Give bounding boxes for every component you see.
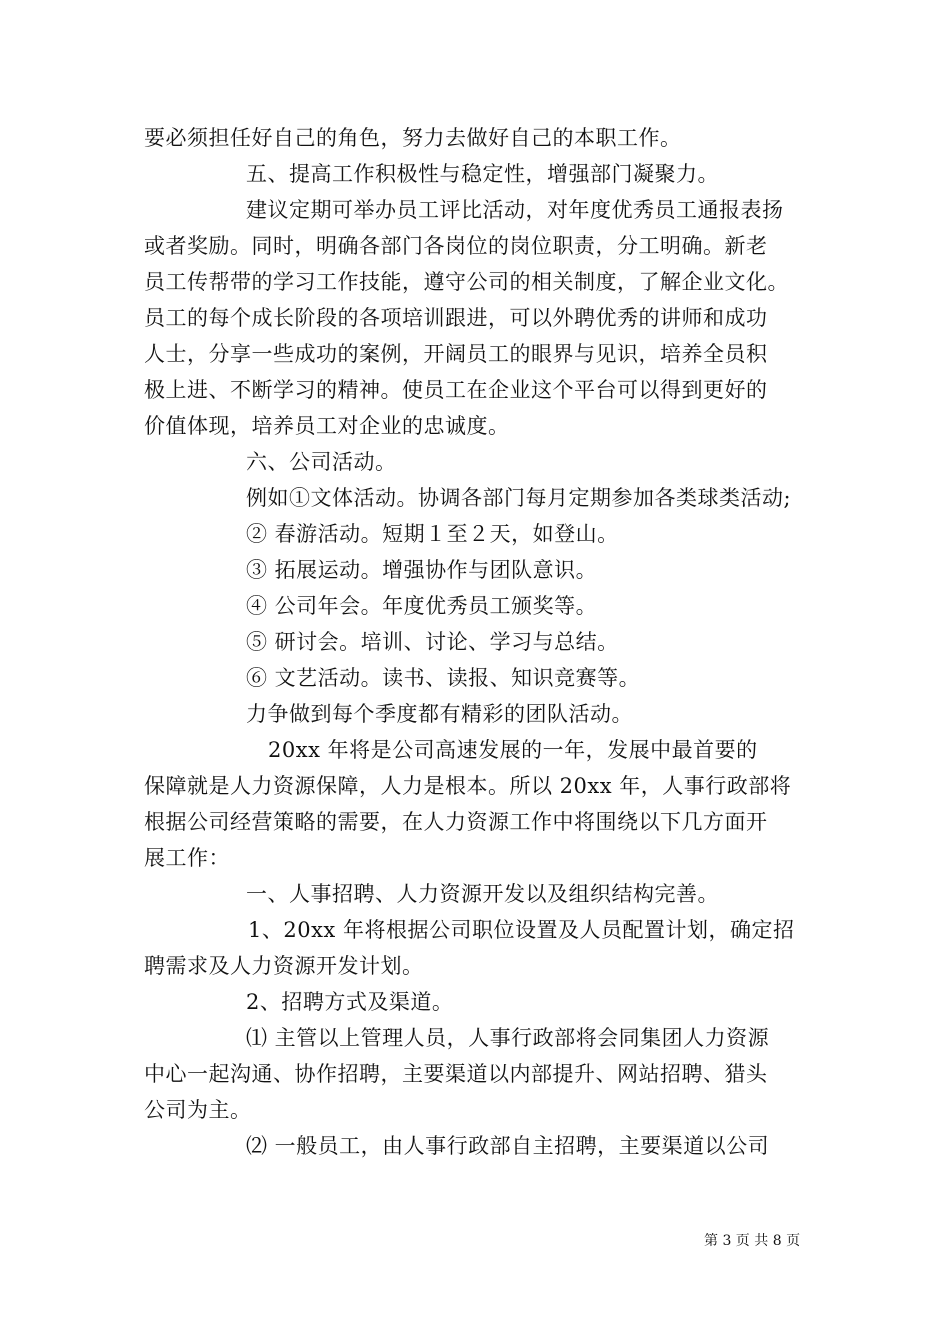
- text-line: 2、招聘方式及渠道。: [246, 990, 454, 1014]
- section-heading: 五、提高工作积极性与稳定性，增强部门凝聚力。: [246, 162, 719, 186]
- text-line: 20xx 年将是公司高速发展的一年，发展中最首要的: [268, 738, 758, 762]
- text-line: 保障就是人力资源保障，人力是根本。所以 20xx 年，人事行政部将: [144, 774, 792, 798]
- text-line: 员工的每个成长阶段的各项培训跟进，可以外聘优秀的讲师和成功: [144, 306, 768, 330]
- list-item: ③ 拓展运动。增强协作与团队意识。: [246, 558, 598, 582]
- list-item: ⑤ 研讨会。培训、讨论、学习与总结。: [246, 630, 619, 654]
- text-line: 公司为主。: [144, 1098, 252, 1122]
- list-item: 例如①文体活动。协调各部门每月定期参加各类球类活动;: [246, 486, 792, 510]
- text-line: 中心一起沟通、协作招聘，主要渠道以内部提升、网站招聘、猎头: [144, 1062, 768, 1086]
- text-line: 极上进、不断学习的精神。使员工在企业这个平台可以得到更好的: [144, 378, 768, 402]
- text-line: 或者奖励。同时，明确各部门各岗位的岗位职责，分工明确。新老: [144, 234, 768, 258]
- text-line: 力争做到每个季度都有精彩的团队活动。: [246, 702, 633, 726]
- text-line: 要必须担任好自己的角色，努力去做好自己的本职工作。: [144, 126, 682, 150]
- list-item: ⑥ 文艺活动。读书、读报、知识竞赛等。: [246, 666, 641, 690]
- section-heading: 一、人事招聘、人力资源开发以及组织结构完善。: [246, 882, 719, 906]
- list-item: ④ 公司年会。年度优秀员工颁奖等。: [246, 594, 598, 618]
- text-line: ⑴ 主管以上管理人员，人事行政部将会同集团人力资源: [246, 1026, 770, 1050]
- text-line: 1、20xx 年将根据公司职位设置及人员配置计划，确定招: [248, 918, 795, 942]
- text-line: 价值体现，培养员工对企业的忠诚度。: [144, 414, 510, 438]
- text-line: 展工作：: [144, 846, 230, 870]
- list-item: ② 春游活动。短期１至２天，如登山。: [246, 522, 619, 546]
- text-line: ⑵ 一般员工，由人事行政部自主招聘，主要渠道以公司: [246, 1134, 770, 1158]
- text-line: 聘需求及人力资源开发计划。: [144, 954, 424, 978]
- text-line: 建议定期可举办员工评比活动，对年度优秀员工通报表扬: [246, 198, 784, 222]
- text-line: 人士，分享一些成功的案例，开阔员工的眼界与见识，培养全员积: [144, 342, 768, 366]
- page-footer: 第 3 页 共 8 页: [704, 1233, 801, 1249]
- section-heading: 六、公司活动。: [246, 450, 397, 474]
- text-line: 员工传帮带的学习工作技能，遵守公司的相关制度，了解企业文化。: [144, 270, 789, 294]
- text-line: 根据公司经营策略的需要，在人力资源工作中将围绕以下几方面开: [144, 810, 768, 834]
